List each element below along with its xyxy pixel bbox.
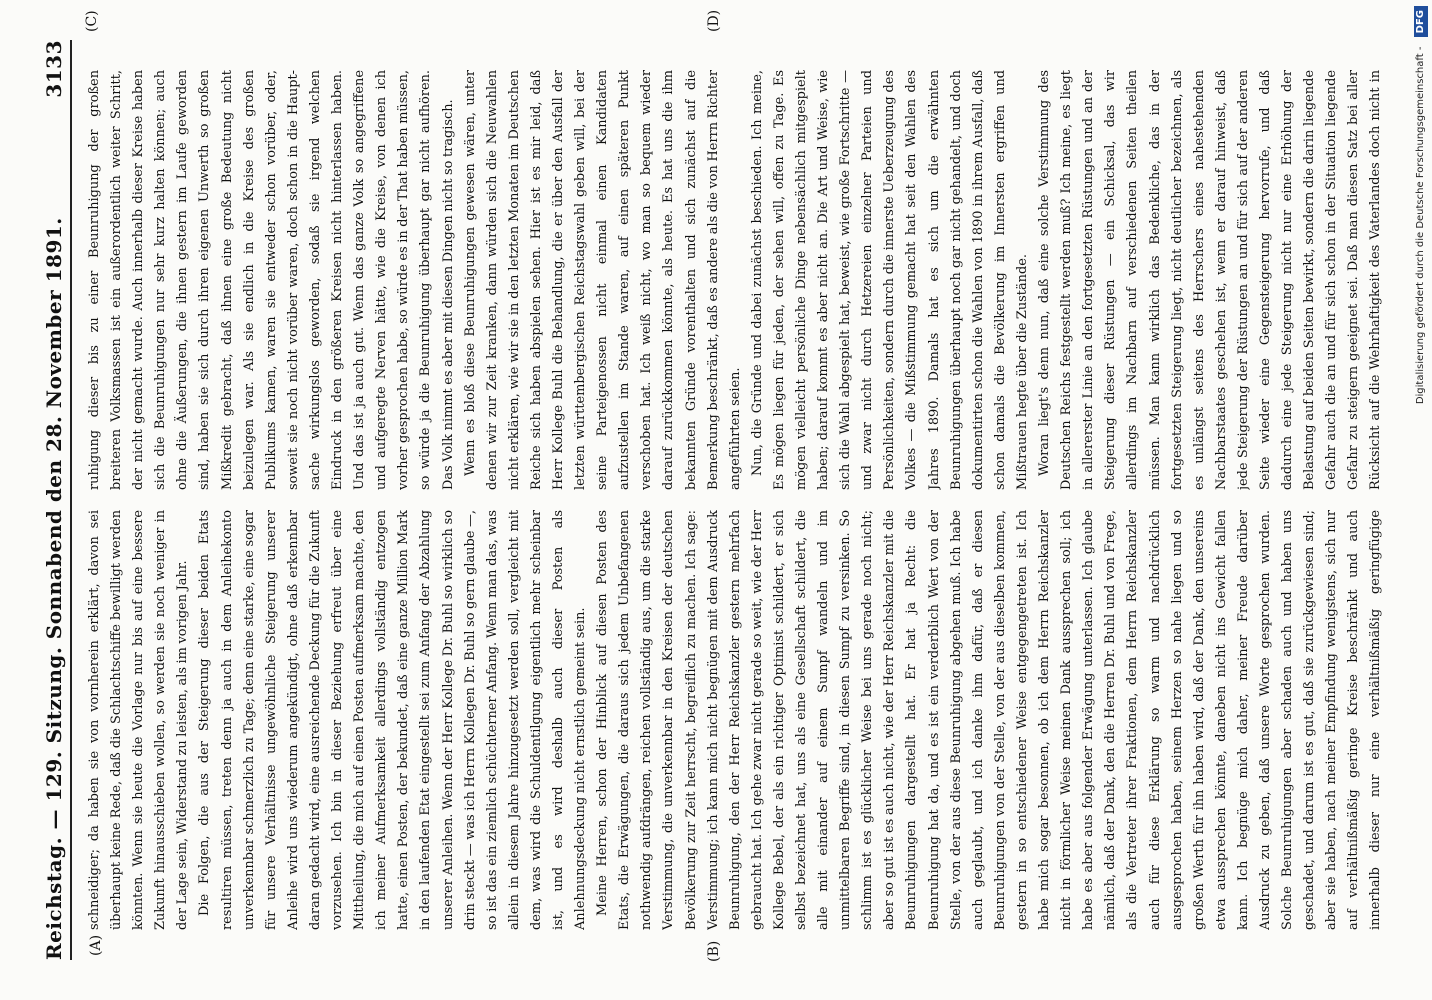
paragraph: Nun, die Gründe und dabei zunächst beschieden. Ich meine, Es mögen liegen für jeden, der sehen will, offen zu Tage. Es mögen vielleicht persönliche Dinge nebensächlich mitgespielt haben; darauf kommt es aber nicht an. Die Art und Weise, wie sich die Wahl abgespielt hat, beweist, wie große Fortschritte — und zwar nicht durch Hetzereien einzelner Parteien und Persönlichkeiten, sondern durch die innerste Ueberzeugung des Volkes — die Mißstimmung gemacht hat seit den Wahlen des Jahres 1890. Damals hat es sich um die erwähnten Beunruhigungen überhaupt noch gar nicht gehandelt, und doch dokumentirten schon die Wahlen von 1890 in ihrem Ausfall, daß schon damals die Bevölkerung im Innersten ergriffen und Mißtrauen hegte über die Zustände. <box>749 70 1030 490</box>
paragraph: ruhigung dieser bis zu einer Beunruhigung der großen breiteren Volksmassen ist ein außerordentlich weiter Schritt, der nicht gemacht wurde. Auch innerhalb dieser Kreise haben sich die Beunruhigungen nur sehr kurz halten können; auch ohne die Äußerungen, die ihnen gestern im Laufe geworden sind, haben sie sich durch ihren eigenen Unwerth so großen Mißkredit gebracht, daß ihnen eine große Bedeutung nicht beizulegen war. Als sie endlich in die Kreise des großen Publikums kamen, waren sie entweder schon vorüber, oder, soweit sie noch nicht vorüber waren, doch schon in die Haupt-sache wirkungslos geworden, sodaß sie irgend welchen Eindruck in den größeren Kreisen nicht hinterlassen haben. Und das ist ja auch gut. Wenn das ganze Volk so angegriffene und aufgeregte Nerven hätte, wie die Kreise, von denen ich vorher gesprochen habe, so würde es in der That haben müssen, so würde ja die Beunruhigung überhaupt gar nicht aufhören. Das Volk nimmt es aber mit diesen Dingen nicht so tragisch. <box>87 70 456 490</box>
paragraph: Woran liegt's denn nun, daß eine solche Verstimmung des Deutschen Reichs festgestellt werden muß? Ich meine, es liegt in allererster Linie an den fortgesetzten Rüstungen und an der Steigerung dieser Rüstungen — ein Schicksal, das wir allerdings im Nachbarn auf verschiedenen Seiten theilen müssen. Man kann wirklich das Bedenkliche, das in der fortgesetzten Steigerung liegt, nicht deutlicher bezeichnen, als es unlängst seitens des Herrschers eines nahestehenden Nachbarstaates geschehen ist, wenn er darauf hinweist, daß jede Steigerung der Rüstungen an und für sich auf der anderen Seite wieder eine Gegensteigerung hervorrufe, und daß dadurch eine jede Steigerung nicht nur eine Erhöhung der Belastung auf beiden Seiten bewirkt, sondern die darin liegende Gefahr auch die an und für sich schon in der Situation liegende Gefahr zu steigern geeignet sei. Daß man diesen Satz bei aller Rücksicht auf die Wehrhaftigkeit des Vaterlandes doch nicht in <box>1037 70 1384 490</box>
margin-marker-a: (A) <box>88 934 104 956</box>
right-text-column <box>84 70 1384 490</box>
paragraph: Wenn es bloß diese Beunruhigungen gewesen wären, unter denen wir zur Zeit kranken, dann würden sich die Neuwahlen nicht erklären, wie wir sie in den letzten Monaten im Deutschen Reiche sich haben abspielen sehen. Hier ist es mir leid, daß Herr Kollege Buhl die Behandlung, die er über den Ausfall der letzten württembergischen Reichstagswahl geben will, bei der seine Parteigenossen nicht einmal einen Kandidaten aufzustellen im Stande waren, auf einen späteren Punkt verschoben hat. Ich weiß nicht, wo man so bequem wieder darauf zurückkommen könnte, als heute. Es hat uns die ihm bekannten Gründe vorenthalten und sich zunächst auf die Bemerkung beschränkt, daß es andere als die von Herrn Richter angeführten seien. <box>462 70 743 490</box>
left-text-column <box>84 510 1384 930</box>
header-title: Reichstag. — 129. Sitzung. Sonnabend den 28. November 1891. <box>42 217 66 960</box>
paragraph: schneidiger; da haben sie von vornherein erklärt, davon sei überhaupt keine Rede, daß die Schlachtschiffe bewilligt werden könnten. Wenn sie heute die Vorlage nur bis auf eine bessere Zukunft hinausschieben wollen, so werden sie noch weniger in der Lage sein, Widerstand zu leisten, als im vorigen Jahr. <box>87 510 191 930</box>
page-number: 3133 <box>42 40 66 98</box>
paragraph: Die Folgen, die aus der Steigerung dieser beiden Etats resultiren müssen, treten denn ja auch in dem Anleihekonto unverkennbar schmerzlich zu Tage; denn eine starke, eine sogar für unsere Verhältnisse ungewöhnliche Steigerung unserer Anleihe wird uns wiederum angekündigt, ohne daß erkennbar daran gedacht wird, eine ausreichende Deckung für die Zukunft vorzusehen. Ich bin in dieser Beziehung erfreut über eine Mittheilung, die mich auf einen Posten aufmerksam machte, den ich meiner Aufmerksamkeit allerdings vollständig entzogen hatte, einen Posten, der bekundet, daß eine ganze Million Mark in den laufenden Etat eingestellt sei zum Anfang der Abzahlung unserer Anleihen. Wenn der Herr Kollege Dr. Buhl so wirklich so drin steckt — was ich Herrn Kollegen Dr. Buhl so gern glaube —, so ist das ein ziemlich schüchterner Anfang. Wenn man das, was allein in diesem Jahre hinzugesetzt werden soll, vergleicht mit dem, was wird die Schuldentilgung eigentlich mehr scheinbar ist, und es wird deshalb auch dieser Posten als Anlehnungsdeckung nicht ernstlich gemeint sein. <box>197 510 589 930</box>
dfg-logo: DFG <box>1414 6 1428 37</box>
page-header <box>40 40 72 960</box>
digitization-note: Digitalisierung gefördert durch die Deutsche Forschungsgemeinschaft - <box>1415 46 1426 405</box>
margin-marker-c: (C) <box>84 10 100 32</box>
margin-marker-d: (D) <box>706 9 722 32</box>
paragraph: Meine Herren, schon der Hinblick auf diesen Posten des Etats, die Erwägungen, die daraus sich jedem Unbefangenen nothwendig aufdrängen, reichen vollständig aus, um die starke Verstimmung, die unverkennbar in den Kreisen der deutschen Bevölkerung zur Zeit herrscht, begreiflich zu machen. Ich sage: Verstimmung; ich kann mich nicht begnügen mit dem Ausdruck Beunruhigung, den der Herr Reichskanzler gestern mehrfach gebraucht hat. Ich gehe zwar nicht gerade so weit, wie der Herr Kollege Bebel, der als ein richtiger Optimist schildert, er sich selbst bezeichnet hat, uns als eine Gesellschaft schildert, die alle mit einander auf einem Sumpf wandeln und im unmittelbaren Begriffe sind, in diesen Sumpf zu versinken. So schlimm ist es glücklicher Weise bei uns gerade noch nicht; aber so gut ist es auch nicht, wie der Herr Reichskanzler mit die Beunruhigungen dargestellt hat. Er hat ja Recht: die Beunruhigung hat da, und es ist ein verderblich Wert von der Stelle, von der aus diese Beunruhigung abgehen muß. Ich habe auch geglaubt, und ich danke ihm dafür, daß er diesen Beunruhigungen von der Stelle, von der aus dieselben kommen, gestern in so entschiedener Weise entgegengetreten ist. Ich habe mich sogar besonnen, ob ich dem Herrn Reichskanzler nicht in förmlicher Weise meinen Dank aussprechen soll; ich habe es aber aus folgender Erwägung unterlassen. Ich glaube nämlich, daß der Dank, den die Herren Dr. Buhl und von Frege, als die Vertreter ihrer Fraktionen, dem Herrn Reichskanzler auch für diese Erklärung so warm und nachdrücklich ausgesprochen haben, seinem Herzen so nahe liegen und so großen Werth für ihn haben wird, daß der Dank, den unsereins etwa aussprechen könnte, daneben nicht ins Gewicht fallen kann. Ich begnüge mich daher, meiner Freude darüber Ausdruck zu geben, daß unsere Worte gesprochen wurden. Solche Beunruhigungen aber schaden auch und haben uns geschadet, und darum ist es gut, daß sie zurückgewiesen sind; aber sie haben, nach meiner Empfindung wenigstens, sich nur auf verhältnißmäßig geringe Kreise beschränkt und auch innerhalb dieser nur eine verhältnißmäßig geringfügige <box>595 510 1384 930</box>
margin-marker-b: (B) <box>706 940 722 962</box>
digitization-stamp <box>1410 0 1432 1000</box>
